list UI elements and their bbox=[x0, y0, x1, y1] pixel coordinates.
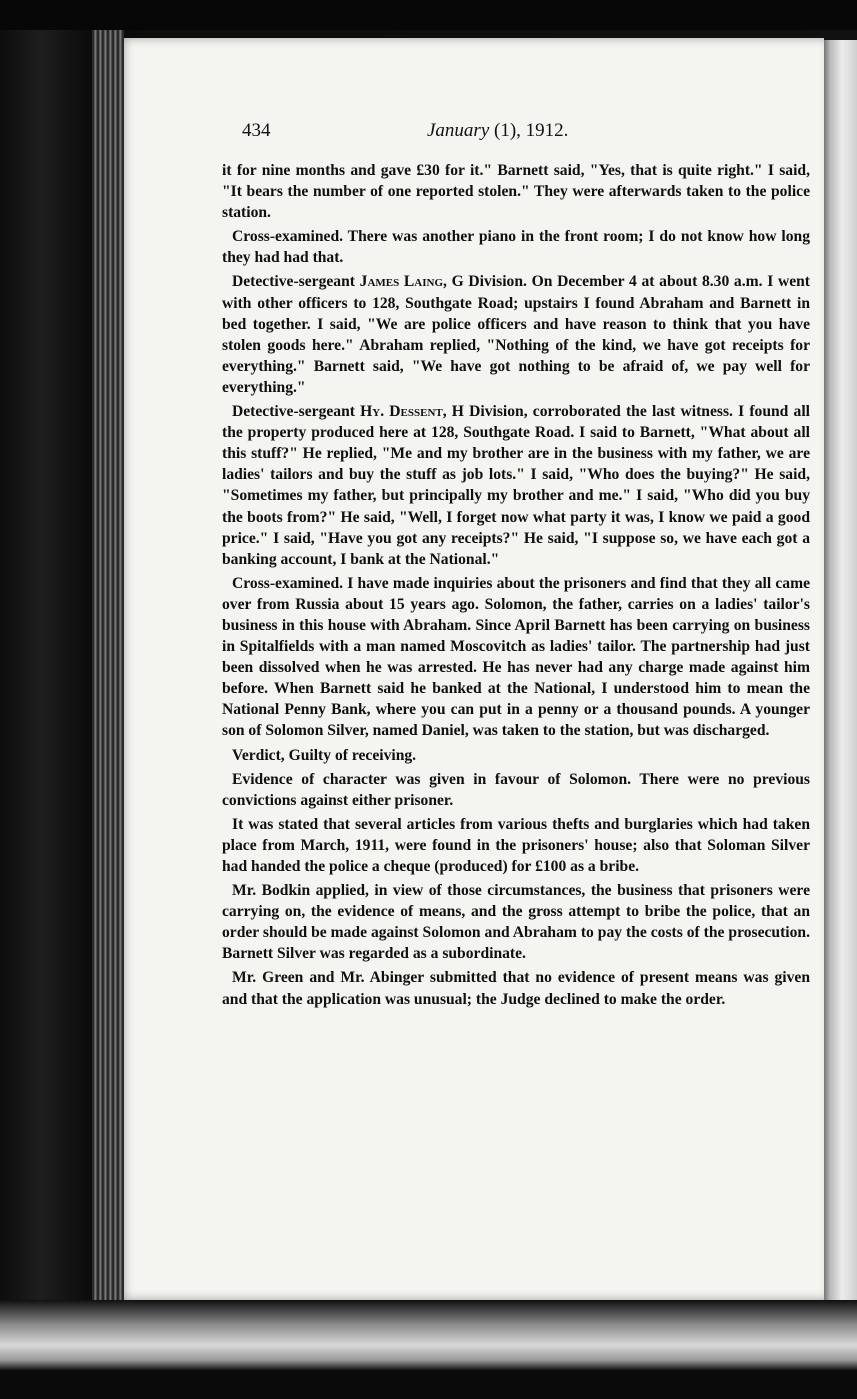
paragraph-7: Evidence of character was given in favour of Solomon. There were no previous convictions against either prisoner. bbox=[222, 770, 810, 809]
page-header bbox=[242, 120, 622, 148]
running-head bbox=[427, 120, 568, 142]
paragraph-9: Mr. Bodkin applied, in view of those circumstances, the business that prisoners were carrying on, the evidence of means, and the gross attempt to bribe the police, that an order should be made against Solomon and Abraham to pay the costs of the prosecution. Barnett Silver was regarded as a subordinate. bbox=[222, 882, 810, 963]
scan-bottom-border bbox=[0, 1300, 857, 1370]
adjacent-page-edge bbox=[820, 40, 857, 1300]
paragraph-4 bbox=[222, 401, 810, 570]
body-text bbox=[222, 160, 810, 1013]
paragraph-3-prefix: Detective-sergeant bbox=[232, 273, 360, 291]
paragraph-10: Mr. Green and Mr. Abinger submitted that no evidence of present means was given and that the application was unusual; the Judge declined to make the order. bbox=[222, 969, 810, 1008]
paragraph-4-body: , H Division, corroborated the last witness. I found all the property produced here at 128, Southgate Road. I said to Barnett, "What about all this stuff?" He replied, "Me and my brother are in the business with my father, we are ladies' tailors and buy the stuff as job lots." I said, "Who does the buying?" He said, "Sometimes my father, but principally my brother and me." I said, "Who did you buy the boots from?" He said, "Well, I forget now what party it was, I know we paid a good price." I said, "Have you got any receipts?" He said, "I suppose so, we have each got a banking account, I bank at the National." bbox=[222, 403, 810, 568]
paragraph-3 bbox=[222, 271, 810, 398]
paragraph-2: Cross-examined. There was another piano in the front room; I do not know how long they had had that. bbox=[222, 228, 810, 267]
paragraph-6: Verdict, Guilty of receiving. bbox=[232, 746, 417, 764]
paragraph-3-body: , G Division. On December 4 at about 8.30 a.m. I went with other officers to 128, Southgate Road; upstairs I found Abraham and Barnett in bed together. I said, "We are police officers and have reason to think that you have stolen goods here." Abraham replied, "Nothing of the kind, we have got receipts for everything." Barnett said, "We have got nothing to be afraid of, we pay well for everything." bbox=[222, 273, 810, 396]
witness-name-laing: James Laing bbox=[359, 273, 444, 291]
running-head-date: (1), 1912. bbox=[494, 120, 569, 141]
running-head-month: January bbox=[427, 120, 490, 141]
paragraph-8: It was stated that several articles from various thefts and burglaries which had taken place from March, 1911, were found in the prisoners' house; also that Soloman Silver had handed the police a cheque (produced) for £100 as a bribe. bbox=[222, 815, 810, 875]
scan-top-border bbox=[0, 0, 857, 30]
scan-bottom-dark bbox=[0, 1370, 857, 1399]
witness-name-dessent: Hy. Dessent bbox=[360, 403, 443, 421]
paragraph-4-prefix: Detective-sergeant bbox=[232, 403, 361, 421]
book-binding-edge bbox=[92, 30, 124, 1315]
paragraph-1: it for nine months and gave £30 for it." Barnett said, "Yes, that is quite right." I said, "It bears the number of one reported stolen." They were afterwards taken to the police station. bbox=[222, 162, 810, 222]
paragraph-5: Cross-examined. I have made inquiries about the prisoners and find that they all came over from Russia about 15 years ago. Solomon, the father, carries on a ladies' tailor's business in this house with Abraham. Since April Barnett has been carrying on business in Spitalfields with a man named Moscovitch as ladies' tailor. The partnership had just been dissolved when he was arrested. He has never had any charge made against him before. When Barnett said he banked at the National, I understood him to mean the National Penny Bank, where you can put in a penny or a thousand pounds. A younger son of Solomon Silver, named Daniel, was taken to the station, but was discharged. bbox=[222, 574, 810, 740]
page-number: 434 bbox=[242, 120, 271, 141]
